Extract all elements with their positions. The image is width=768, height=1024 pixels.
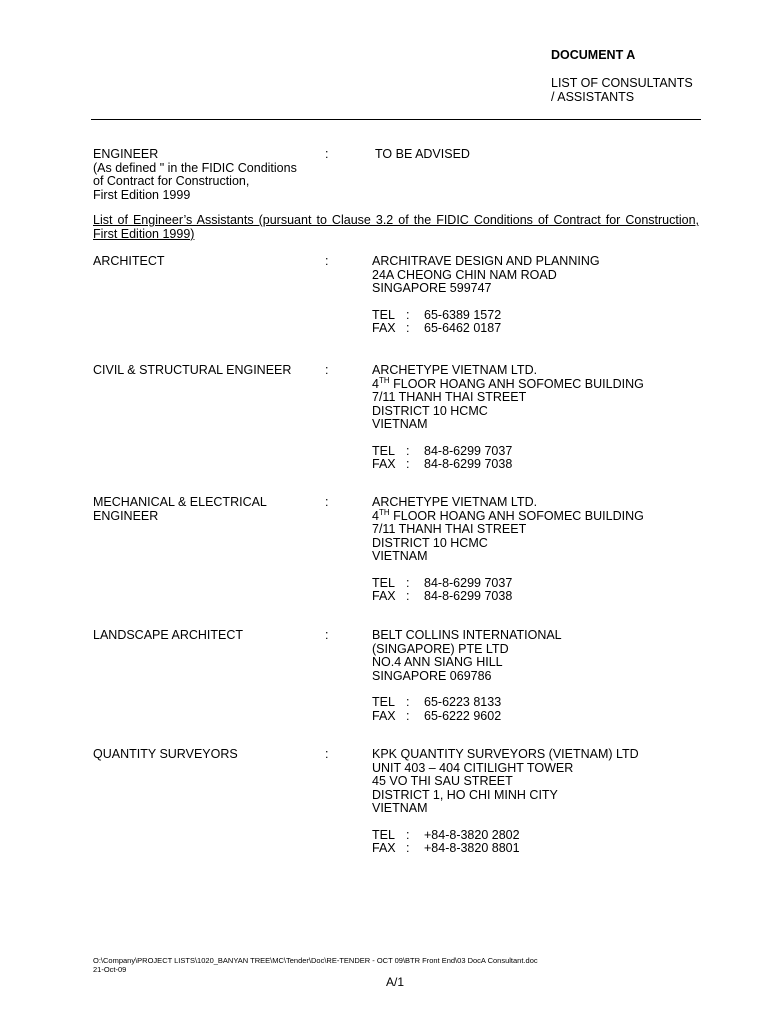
tel-label: TEL	[372, 827, 395, 842]
fax-label: FAX	[372, 457, 396, 471]
floor-number: 4	[372, 376, 379, 391]
footer	[93, 956, 538, 974]
address-line: DISTRICT 10 HCMC	[372, 535, 488, 550]
tel-row	[372, 829, 639, 843]
consultant-role	[93, 255, 165, 269]
tel-colon: :	[406, 307, 410, 322]
address-line: (SINGAPORE) PTE LTD	[372, 641, 509, 656]
fax-colon: :	[406, 589, 410, 603]
engineer-description-line: First Edition 1999	[93, 187, 191, 202]
fax-label: FAX	[372, 589, 396, 603]
fax-number: +84-8-3820 8801	[424, 841, 520, 855]
engineer-description-line: of Contract for Construction,	[93, 174, 250, 188]
tel-row	[372, 696, 562, 710]
fax-colon: :	[406, 457, 410, 471]
consultant-details	[372, 255, 600, 336]
address-line: 7/11 THANH THAI STREET	[372, 390, 527, 404]
consultant-role-line: CIVIL & STRUCTURAL ENGINEER	[93, 363, 292, 377]
footer-file-path: O:\Company\PROJECT LISTS\1020_BANYAN TREE\MC\Tender\Doc\RE-TENDER - OCT 09\BTR Front End\03 DocA Consultant.doc	[93, 956, 538, 965]
consultant-details	[372, 364, 644, 472]
tel-number: 84-8-6299 7037	[424, 575, 513, 590]
separator-colon: :	[325, 495, 329, 509]
footer-date: 21-Oct-09	[93, 965, 127, 974]
address-line: ARCHETYPE VIETNAM LTD.	[372, 495, 538, 509]
separator-colon: :	[325, 747, 329, 761]
consultant-role	[93, 748, 238, 762]
engineer-description-line: (As defined " in the FIDIC Conditions	[93, 160, 297, 175]
address-line: 45 VO THI SAU STREET	[372, 774, 513, 788]
separator-colon: :	[325, 628, 329, 642]
fax-label: FAX	[372, 321, 396, 335]
assistants-notice: List of Engineer’s Assistants (pursuant to Clause 3.2 of the FIDIC Conditions of Contract for Construction, First Edition 1999)	[93, 213, 699, 241]
tel-colon: :	[406, 695, 410, 709]
tel-number: 65-6223 8133	[424, 695, 502, 709]
engineer-label: ENGINEER	[93, 147, 159, 161]
floor-number: 4	[372, 508, 379, 523]
fax-row	[372, 590, 644, 604]
consultant-details	[372, 629, 562, 723]
consultant-details	[372, 748, 639, 856]
address-line: DISTRICT 10 HCMC	[372, 403, 488, 418]
engineer-label-block	[93, 148, 297, 202]
consultant-details	[372, 496, 644, 604]
page-number: A/1	[386, 975, 405, 989]
header-divider	[91, 119, 701, 120]
separator-colon: :	[325, 254, 329, 268]
document-label: DOCUMENT A	[551, 48, 636, 62]
address-line: BELT COLLINS INTERNATIONAL	[372, 628, 562, 642]
tel-row	[372, 577, 644, 591]
address-line: VIETNAM	[372, 801, 428, 815]
fax-row	[372, 458, 644, 472]
tel-colon: :	[406, 443, 410, 458]
consultant-role-line: MECHANICAL & ELECTRICAL	[93, 495, 267, 509]
consultant-role	[93, 496, 267, 523]
address-line: NO.4 ANN SIANG HILL	[372, 655, 503, 669]
floor-suffix: TH	[378, 507, 390, 517]
fax-row	[372, 842, 639, 856]
address-line	[372, 507, 644, 524]
consultant-role	[93, 364, 291, 378]
address-line: SINGAPORE 599747	[372, 281, 492, 295]
fax-colon: :	[406, 321, 410, 335]
document-title	[551, 77, 693, 104]
floor-suffix: TH	[378, 375, 390, 385]
tel-label: TEL	[372, 307, 395, 322]
document-title-line: / ASSISTANTS	[551, 89, 635, 104]
tel-label: TEL	[372, 575, 395, 590]
address-line: DISTRICT 1, HO CHI MINH CITY	[372, 787, 558, 802]
engineer-value: TO BE ADVISED	[375, 147, 470, 161]
fax-label: FAX	[372, 708, 396, 723]
address-line: ARCHETYPE VIETNAM LTD.	[372, 363, 538, 377]
address-line: SINGAPORE 069786	[372, 668, 492, 683]
address-line: 7/11 THANH THAI STREET	[372, 522, 527, 536]
tel-colon: :	[406, 827, 410, 842]
tel-number: +84-8-3820 2802	[424, 827, 520, 842]
fax-number: 84-8-6299 7038	[424, 457, 513, 471]
fax-number: 65-6462 0187	[424, 321, 502, 335]
tel-number: 84-8-6299 7037	[424, 443, 513, 458]
separator-colon: :	[325, 147, 329, 161]
consultant-role-line: LANDSCAPE ARCHITECT	[93, 628, 244, 642]
fax-colon: :	[406, 841, 410, 855]
tel-row	[372, 309, 600, 323]
address-line: ARCHITRAVE DESIGN AND PLANNING	[372, 254, 600, 268]
consultant-role	[93, 629, 243, 643]
tel-row	[372, 445, 644, 459]
fax-number: 65-6222 9602	[424, 708, 502, 723]
consultant-role-line: ARCHITECT	[93, 254, 165, 268]
fax-label: FAX	[372, 841, 396, 855]
consultant-role-line: QUANTITY SURVEYORS	[93, 747, 238, 761]
fax-colon: :	[406, 708, 410, 723]
address-line: UNIT 403 – 404 CITILIGHT TOWER	[372, 760, 574, 775]
tel-colon: :	[406, 575, 410, 590]
address-line: KPK QUANTITY SURVEYORS (VIETNAM) LTD	[372, 747, 639, 761]
address-line: VIETNAM	[372, 417, 428, 431]
address-line: VIETNAM	[372, 549, 428, 563]
floor-text: FLOOR HOANG ANH SOFOMEC BUILDING	[393, 508, 644, 523]
tel-number: 65-6389 1572	[424, 307, 502, 322]
separator-colon: :	[325, 363, 329, 377]
fax-number: 84-8-6299 7038	[424, 589, 513, 603]
address-line	[372, 375, 644, 392]
tel-label: TEL	[372, 443, 395, 458]
address-line: 24A CHEONG CHIN NAM ROAD	[372, 267, 557, 282]
floor-text: FLOOR HOANG ANH SOFOMEC BUILDING	[393, 376, 644, 391]
fax-row	[372, 710, 562, 724]
fax-row	[372, 322, 600, 336]
tel-label: TEL	[372, 695, 395, 709]
consultant-role-line: ENGINEER	[93, 508, 159, 523]
document-title-line: LIST OF CONSULTANTS	[551, 76, 693, 90]
